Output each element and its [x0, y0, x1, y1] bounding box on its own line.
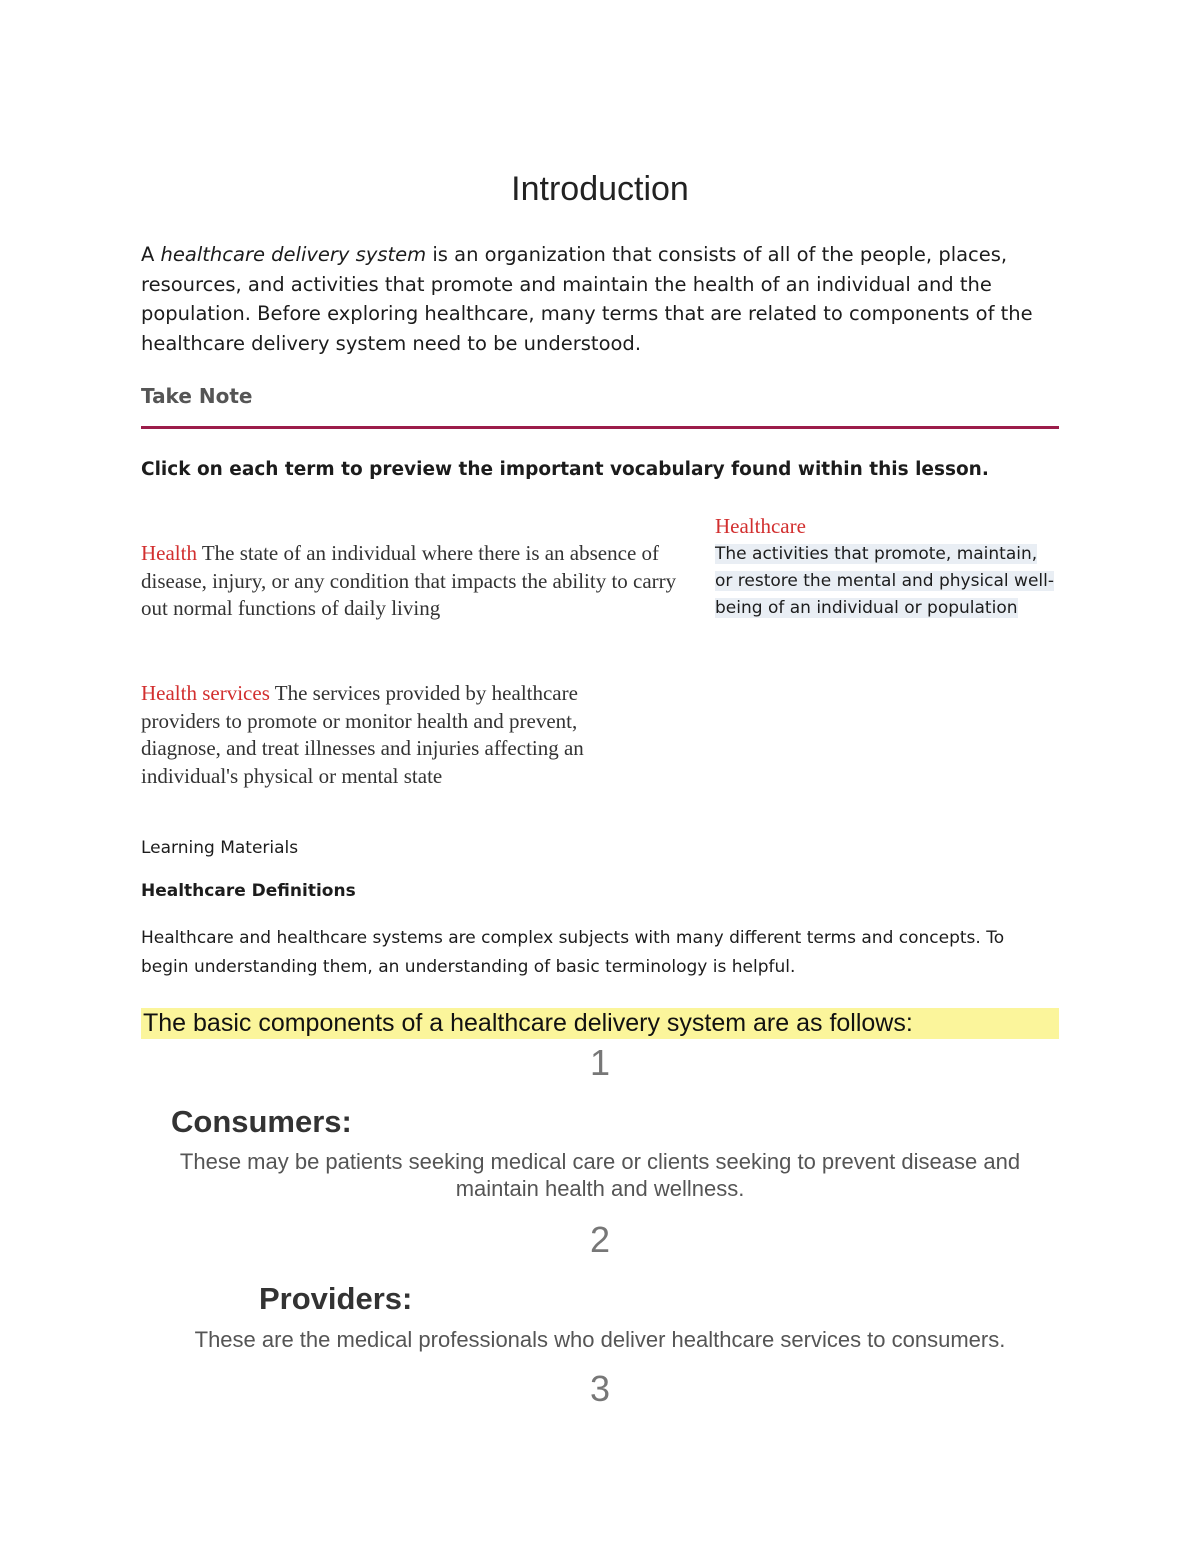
- term-healthcare-definition: [715, 541, 1055, 622]
- component-title-providers: Providers:: [259, 1281, 413, 1316]
- section-paragraph: Healthcare and healthcare systems are complex subjects with many different terms and concepts. To begin understanding them, an understanding of basic terminology is helpful.: [141, 928, 1005, 977]
- term-health-services[interactable]: [141, 680, 661, 790]
- component-description-providers: These are the medical professionals who deliver healthcare services to consumers.: [194, 1327, 1006, 1352]
- component-title-consumers: Consumers:: [171, 1104, 352, 1139]
- term-health-services-label[interactable]: Health services: [141, 681, 270, 705]
- intro-term: healthcare delivery system: [160, 243, 427, 266]
- vocabulary-instruction: Click on each term to preview the important vocabulary found within this lesson.: [141, 459, 989, 480]
- component-number-2: 2: [589, 1219, 611, 1260]
- component-description-consumers: These may be patients seeking medical care or clients seeking to prevent disease and maintain health and wellness.: [179, 1149, 1021, 1201]
- term-health-definition: The state of an individual where there is an absence of disease, injury, or any condition that impacts the ability to carry out normal functions of daily living: [141, 541, 677, 620]
- term-health-services-definition: The services provided by healthcare providers to promote or monitor health and prevent, diagnose, and treat illnesses and injuries affecting an individual's physical or mental state: [141, 681, 584, 788]
- take-note-divider: [141, 426, 1059, 429]
- intro-paragraph: [141, 240, 1041, 358]
- take-note-heading: Take Note: [141, 384, 253, 408]
- section-heading: Healthcare Definitions: [141, 881, 356, 901]
- components-heading: The basic components of a healthcare delivery system are as follows:: [143, 1009, 913, 1037]
- term-healthcare-definition-text: The activities that promote, maintain, or restore the mental and physical well-being of an individual or population: [715, 544, 1055, 618]
- intro-prefix: A: [141, 243, 161, 266]
- page-title: Introduction: [511, 170, 689, 208]
- learning-materials-label: Learning Materials: [141, 838, 299, 858]
- component-number-1: 1: [589, 1042, 611, 1083]
- intro-rest: is an organization that consists of all of the people, places, resources, and activities that promote and maintain the health of an individual and the population. Before exploring healthcare, many terms that are related to components of the healthcare delivery system need to be understood.: [141, 243, 1033, 355]
- term-health[interactable]: [141, 540, 706, 623]
- term-health-label[interactable]: Health: [141, 541, 197, 565]
- term-healthcare-label[interactable]: Healthcare: [715, 514, 806, 538]
- component-number-3: 3: [589, 1368, 611, 1409]
